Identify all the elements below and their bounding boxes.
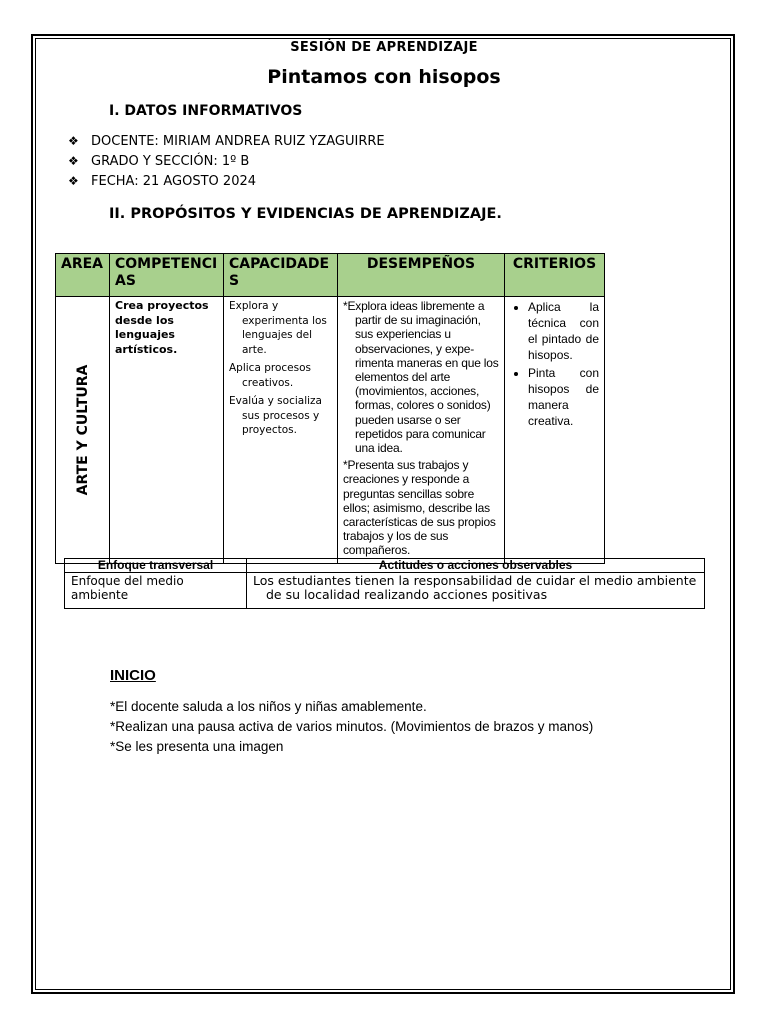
col-header-competencias: COMPETENCIAS [110, 254, 224, 297]
info-docente: DOCENTE: MIRIAM ANDREA RUIZ YZAGUIRRE [91, 133, 385, 149]
capacidades-cell [224, 297, 338, 564]
competencia-text: Crea proyectos desde los lenguajes artísticos. [115, 299, 209, 356]
session-title: SESIÓN DE APRENDIZAJE [290, 40, 478, 55]
diamond-bullet-icon: ❖ [68, 154, 79, 168]
col-header-area: AREA [56, 254, 110, 297]
criterios-cell [505, 297, 605, 564]
diamond-bullet-icon: ❖ [68, 174, 79, 188]
col-header-capacidades: CAPACIDADES [224, 254, 338, 297]
actitudes-col-header: Actitudes o acciones observables [247, 559, 705, 573]
enfoque-name: Enfoque del medio ambiente [71, 574, 184, 602]
capacidad-item: Explora y experimenta los lenguajes del arte. [229, 300, 327, 356]
list-item [68, 131, 385, 151]
section-heading-propositos: II. PROPÓSITOS Y EVIDENCIAS DE APRENDIZAJE. [109, 206, 502, 222]
info-list [68, 131, 385, 191]
capacidad-item: Evalúa y socializa sus procesos y proyectos. [229, 395, 322, 436]
section-heading-inicio: INICIO [110, 667, 156, 684]
desempeno-item: *Presenta sus trabajos y creaciones y responde a preguntas sencillas sobre ellos; asimismo, describe las características de sus propios trabajos y los de sus compañeros. [343, 458, 496, 558]
area-label: ARTE Y CULTURA [74, 364, 91, 496]
criterio-item: • Pinta con hisopos de manera creativa. [528, 365, 599, 429]
competencia-cell [110, 297, 224, 564]
col-header-criterios: CRITERIOS [505, 254, 605, 297]
inicio-line: *Realizan una pausa activa de varios minutos. (Movimientos de brazos y manos) [110, 719, 594, 734]
inicio-line: *Se les presenta una imagen [110, 739, 284, 754]
enfoque-actions: Los estudiantes tienen la responsabilidad de cuidar el medio ambiente de su localidad realizando acciones positivas [253, 573, 697, 602]
enfoque-col-header: Enfoque transversal [65, 559, 247, 573]
criterios-list [510, 299, 599, 429]
page-title: Pintamos con hisopos [267, 66, 501, 88]
list-item [68, 151, 385, 171]
criterio-item: • Aplica la técnica con el pintado de hisopos. [528, 299, 599, 363]
diamond-bullet-icon: ❖ [68, 134, 79, 148]
capacidad-item: Aplica procesos creativos. [229, 362, 312, 389]
area-cell [56, 297, 110, 564]
inicio-line: *El docente saluda a los niños y niñas amablemente. [110, 699, 427, 714]
inicio-lines [110, 697, 593, 757]
col-header-desempenos: DESEMPEÑOS [338, 254, 505, 297]
info-grado: GRADO Y SECCIÓN: 1º B [91, 153, 250, 169]
desempeno-item: *Explora ideas libremente a partir de su imaginación, sus experiencias u observaciones, y expe- rimenta maneras en que los elementos del arte (movimientos, acciones, formas, colores o sonidos) pueden usarse o ser repetidos para comunicar una idea. [343, 299, 499, 456]
enfoque-table [64, 558, 705, 609]
desempenos-cell [338, 297, 505, 564]
section-heading-datos: I. DATOS INFORMATIVOS [109, 103, 303, 119]
list-item [68, 171, 385, 191]
info-fecha: FECHA: 21 AGOSTO 2024 [91, 173, 257, 189]
propositos-table [55, 253, 605, 564]
